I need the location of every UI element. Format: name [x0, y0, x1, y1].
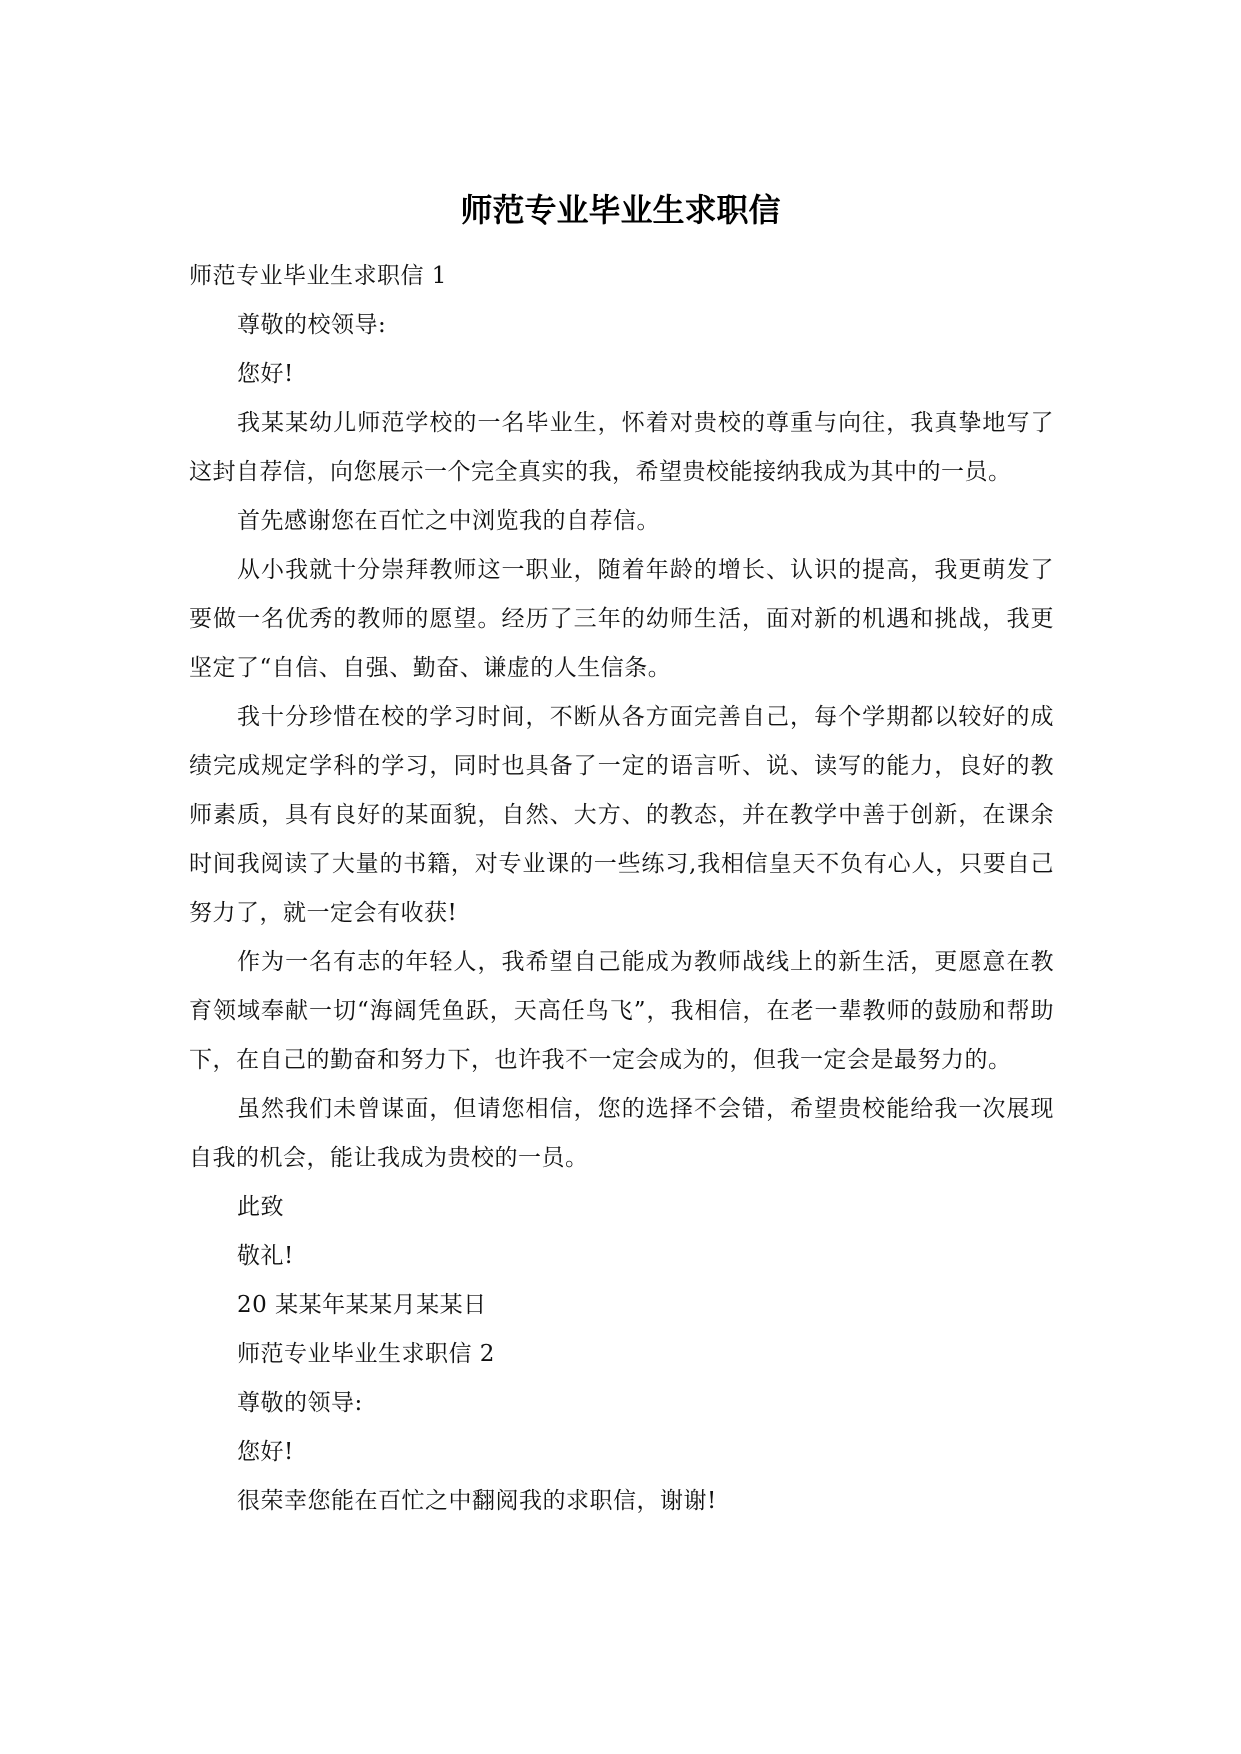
- paragraph: 从小我就十分崇拜教师这一职业，随着年龄的增长、认识的提高，我更萌发了要做一名优秀的教师的愿望。经历了三年的幼师生活，面对新的机遇和挑战，我更坚定了“自信、自强、勤奋、谦虚的人生信条。: [189, 557, 1054, 681]
- document-body: [189, 252, 1054, 1526]
- paragraph: 此致: [237, 1194, 284, 1220]
- paragraph: 您好!: [237, 1439, 294, 1465]
- paragraph: 作为一名有志的年轻人，我希望自己能成为教师战线上的新生活，更愿意在教育领域奉献一切“海阔凭鱼跃，天高任鸟飞”，我相信，在老一辈教师的鼓励和帮助下，在自己的勤奋和努力下，也许我不一定会成为的，但我一定会是最努力的。: [189, 949, 1054, 1073]
- paragraph: 我某某幼儿师范学校的一名毕业生，怀着对贵校的尊重与向往，我真挚地写了这封自荐信，向您展示一个完全真实的我，希望贵校能接纳我成为其中的一员。: [189, 410, 1054, 485]
- paragraph: 尊敬的领导:: [237, 1390, 363, 1416]
- paragraph: 师范专业毕业生求职信 2: [237, 1341, 495, 1367]
- document-title: 师范专业毕业生求职信: [460, 191, 781, 229]
- paragraph: 很荣幸您能在百忙之中翻阅我的求职信，谢谢!: [237, 1488, 717, 1514]
- paragraph: 师范专业毕业生求职信 1: [189, 263, 447, 289]
- paragraph: 首先感谢您在百忙之中浏览我的自荐信。: [237, 508, 660, 534]
- paragraph: 虽然我们未曾谋面，但请您相信，您的选择不会错，希望贵校能给我一次展现自我的机会，能让我成为贵校的一员。: [189, 1096, 1054, 1171]
- paragraph: 我十分珍惜在校的学习时间，不断从各方面完善自己，每个学期都以较好的成绩完成规定学科的学习，同时也具备了一定的语言听、说、读写的能力，良好的教师素质，具有良好的某面貌，自然、大方、的教态，并在教学中善于创新，在课余时间我阅读了大量的书籍，对专业课的一些练习,我相信皇天不负有心人，只要自己努力了，就一定会有收获!: [189, 704, 1054, 926]
- paragraph: 您好!: [237, 361, 294, 387]
- paragraph: 20 某某年某某月某某日: [237, 1292, 487, 1318]
- paragraph: 尊敬的校领导:: [237, 312, 387, 338]
- paragraph: 敬礼!: [237, 1243, 294, 1269]
